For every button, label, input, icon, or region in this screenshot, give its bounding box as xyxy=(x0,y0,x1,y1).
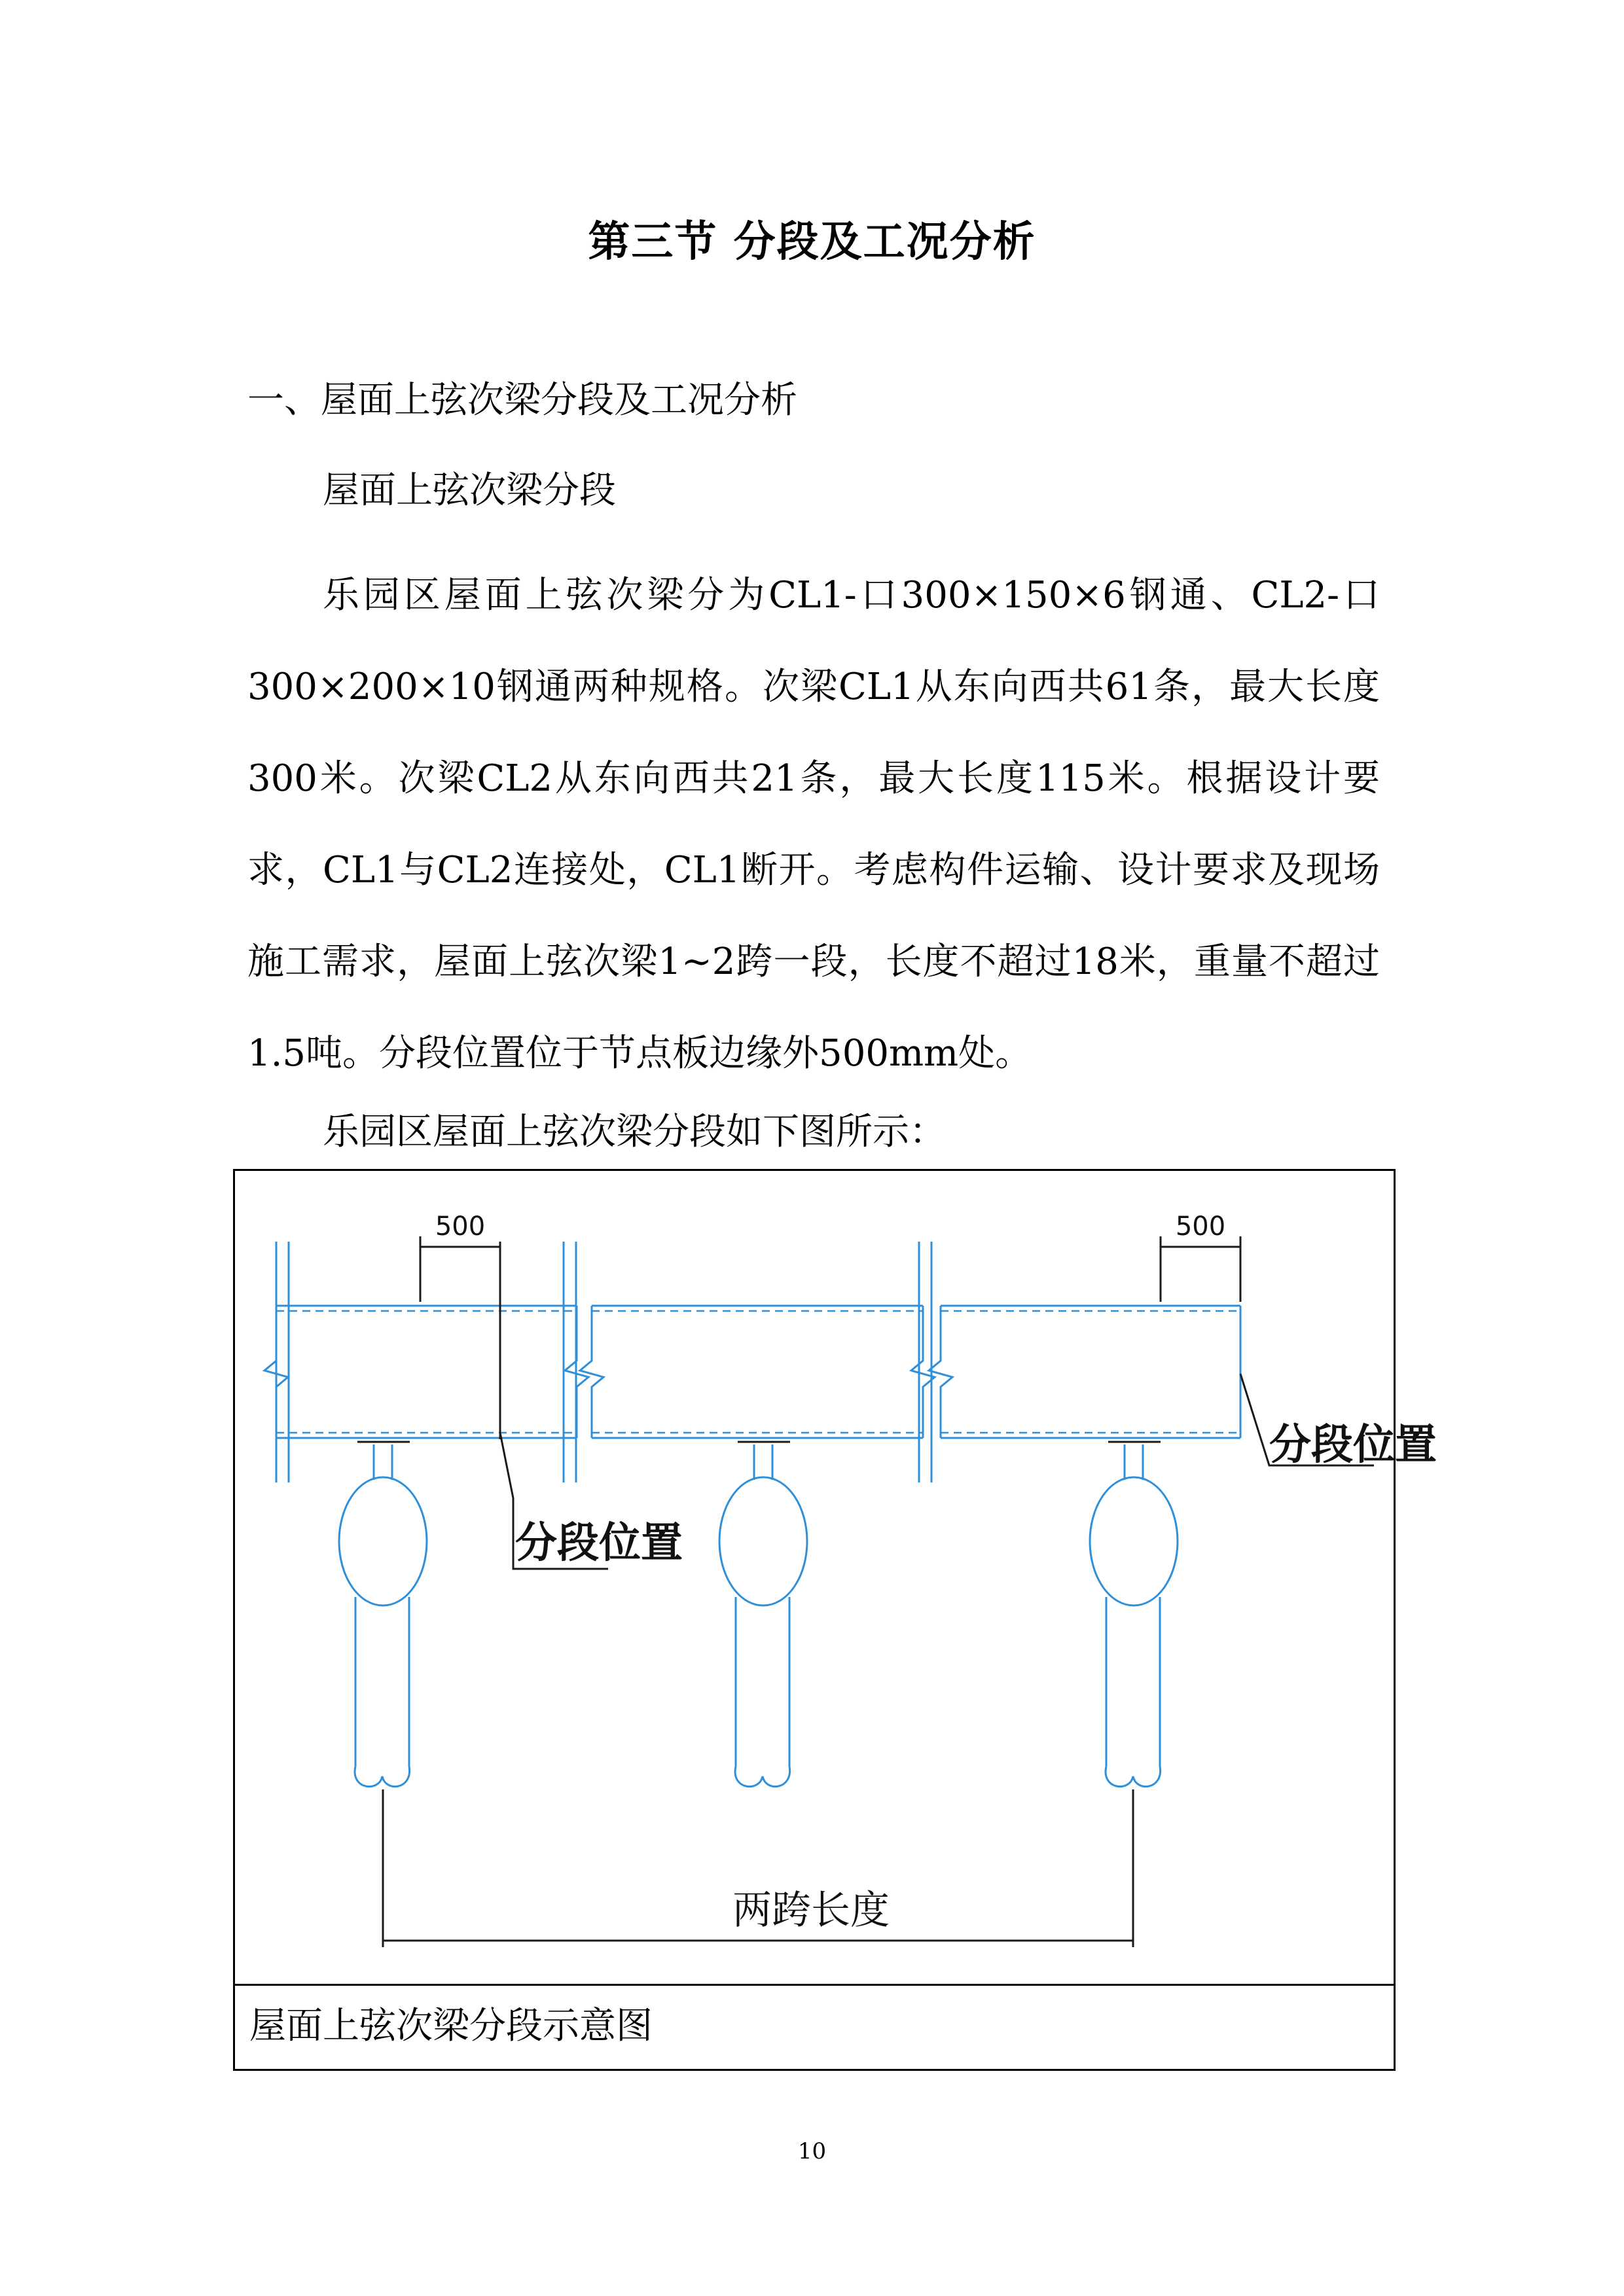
dimension-left xyxy=(420,1236,500,1302)
connection-1 xyxy=(357,1442,410,1480)
connection-3 xyxy=(1108,1442,1161,1480)
page-title: 第三节 分段及工况分析 xyxy=(588,218,1036,266)
figure-box xyxy=(233,1169,1437,2071)
connection-2 xyxy=(738,1442,790,1480)
break-symbols xyxy=(264,1306,952,1438)
figure-intro-line: 乐园区屋面上弦次梁分段如下图所示： xyxy=(323,1111,946,1153)
chord-pipe-1 xyxy=(339,1477,427,1787)
dim-label-right: 500 xyxy=(1175,1211,1226,1242)
figure-caption: 屋面上弦次梁分段示意图 xyxy=(235,1984,1394,2069)
section-heading: 一、屋面上弦次梁分段及工况分析 xyxy=(247,379,797,422)
dim-label-left: 500 xyxy=(435,1211,486,1242)
segmentation-diagram xyxy=(235,1171,1437,1984)
chord-pipe-2 xyxy=(719,1477,807,1787)
subheading: 屋面上弦次梁分段 xyxy=(323,469,616,512)
chord-pipe-3 xyxy=(1090,1477,1178,1787)
body-paragraph: 乐园区屋面上弦次梁分为CL1-口300×150×6钢通、CL2-口300×200×10钢通两种规格。次梁CL1从东向西共61条，最大长度300米。次梁CL2从东向西共21条，最大长度115米。根据设计要求，CL1与CL2连接处，CL1断开。考虑构件运输、设计要求及现场施工需求，屋面上弦次梁1~2跨一段，长度不超过18米，重量不超过1.5吨。分段位置位于节点板边缘外500mm处。 xyxy=(247,574,1380,1075)
span-label: 两跨长度 xyxy=(732,1888,890,1933)
dimension-right xyxy=(1161,1236,1240,1302)
page-number: 10 xyxy=(797,2138,827,2164)
split-label-right: 分段位置 xyxy=(1269,1421,1437,1469)
main-beam xyxy=(276,1306,1240,1438)
split-label-left: 分段位置 xyxy=(515,1519,683,1568)
